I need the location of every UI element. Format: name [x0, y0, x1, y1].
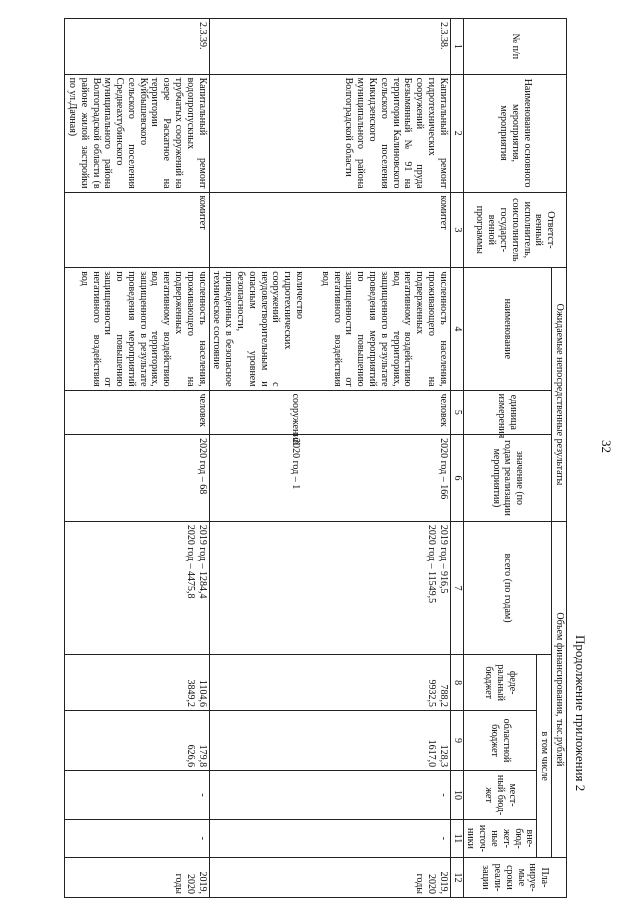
regional-2020: 626,6 — [184, 744, 196, 768]
result-units — [209, 390, 450, 446]
header-no: № п/п — [463, 19, 566, 75]
table-row — [209, 19, 450, 898]
finance-local: - — [65, 771, 210, 820]
finance-total-2020: 2020 год – 11549,5 — [426, 524, 438, 604]
finance-total-2019: 2019 год – 1284,4 — [196, 524, 208, 599]
header-extra: вне- бюд- жет- ные источ- ники — [463, 820, 537, 858]
column-number: 4 — [450, 268, 463, 390]
column-number: 8 — [450, 655, 463, 711]
term-line: 2019, — [437, 871, 449, 894]
column-number: 10 — [450, 771, 463, 820]
result-unit: человек — [65, 390, 210, 435]
column-number: 5 — [450, 390, 463, 435]
header-result-unit: единица измерения — [463, 390, 552, 435]
header-result-name: наименование — [463, 268, 552, 390]
regional-2019: 128,3 — [437, 744, 449, 768]
finance-local: - — [209, 771, 450, 820]
responsible-executor: комитет — [209, 192, 450, 268]
responsible-executor: комитет — [65, 192, 210, 268]
finance-extra: - — [65, 820, 210, 858]
header-responsible: Ответст- венный исполнитель, соисполнитель государст- венной программы — [463, 192, 566, 268]
column-number: 9 — [450, 710, 463, 770]
finance-extra: - — [209, 820, 450, 858]
result-name: численность населения, проживающего на подверженных негативному воздействию вод территориях, защищенного в результате проведения мероприятий по повышению защищенности от негативного воздействия вод — [78, 271, 208, 387]
term-line: 2020 — [426, 874, 438, 894]
column-number: 2 — [450, 74, 463, 192]
finance-total — [65, 521, 210, 655]
header-total: всего (по годам) — [463, 521, 552, 655]
row-number: 2.3.39. — [65, 19, 210, 75]
program-table — [64, 18, 567, 898]
federal-2019: 788,2 — [437, 684, 449, 707]
term-line: годы — [414, 873, 426, 894]
column-number: 12 — [450, 857, 463, 897]
result-names — [65, 268, 210, 390]
federal-2020: 3849,2 — [184, 679, 196, 707]
federal-2020: 9932,5 — [426, 679, 438, 707]
result-unit: сооружений — [289, 393, 301, 446]
term-line: годы — [173, 873, 185, 894]
header-result-value: значение (по годам реализации мероприятия) — [463, 435, 552, 522]
column-numbers-row — [450, 19, 463, 898]
table-row — [65, 19, 210, 898]
finance-total-2019: 2019 год – 916,5 — [437, 524, 449, 594]
header-regional: областной бюджет — [463, 710, 537, 770]
result-name: численность населения, проживающего на подверженных негативному воздействию вод территориях, защищенного в результате проведения мероприятий по повышению защищенности от негативного воздействия вод — [319, 271, 449, 387]
header-finance-group: Объем финансирования, тыс.рублей — [552, 521, 567, 857]
header-terms: Пла- нируе- мые сроки реали- зации — [463, 857, 566, 897]
regional-2020: 1617,0 — [426, 739, 438, 768]
result-names — [209, 268, 450, 390]
header-name: Наименование основного мероприятия, мероприятия — [463, 74, 566, 192]
result-name: количество гидротехнических сооружений с неудовлетворительным и опасным уровнем безопасности, приведенных в безопасное техническое состояние — [211, 271, 306, 387]
page-number: 32 — [599, 440, 614, 453]
regional-2019: 179,8 — [196, 744, 208, 768]
finance-federal — [65, 655, 210, 711]
measure-name: Капитальный ремонт водопропускных трубчатых сооружений на озере Раскатное на территории Куйбышевского сельского поселения Среднеахтубинского муниципального района Волгоградской области (в районе жилой застройки по ул.Дачная) — [65, 74, 210, 192]
header-row-1 — [552, 19, 567, 898]
finance-regional — [65, 710, 210, 770]
header-including: в том числе — [537, 655, 552, 858]
finance-federal — [209, 655, 450, 711]
implementation-terms — [65, 857, 210, 897]
implementation-terms — [209, 857, 450, 897]
column-number: 7 — [450, 521, 463, 655]
finance-total-2020: 2020 год – 4475,8 — [184, 524, 196, 599]
measure-name: Капитальный ремонт гидротехнических сооружений пруда Безымянный № 91 на территории Калиновского сельского поселения Кикидзенского муниципального района Волгоградской области — [209, 74, 450, 192]
result-value: 2020 год – 68 — [65, 435, 210, 522]
term-line: 2020 — [184, 874, 196, 894]
column-number: 3 — [450, 192, 463, 268]
result-value: 2020 год – 166 — [437, 438, 449, 500]
row-number: 2.3.38. — [209, 19, 450, 75]
column-number: 11 — [450, 820, 463, 858]
result-value: 2020 год – 1 — [289, 438, 301, 490]
term-line: 2019, — [196, 871, 208, 894]
header-local: мест- ный бюд- жет — [463, 771, 537, 820]
result-unit: человек — [437, 393, 449, 427]
federal-2019: 1104,6 — [196, 679, 208, 707]
column-number: 6 — [450, 435, 463, 522]
continuation-title: Продолжение приложения 2 — [573, 635, 588, 792]
finance-regional — [209, 710, 450, 770]
header-results-group: Ожидаемые непосредственные результаты — [552, 268, 567, 522]
column-number: 1 — [450, 19, 463, 75]
finance-total — [209, 521, 450, 655]
header-federal: феде- ральный бюджет — [463, 655, 537, 711]
result-values — [209, 435, 450, 522]
